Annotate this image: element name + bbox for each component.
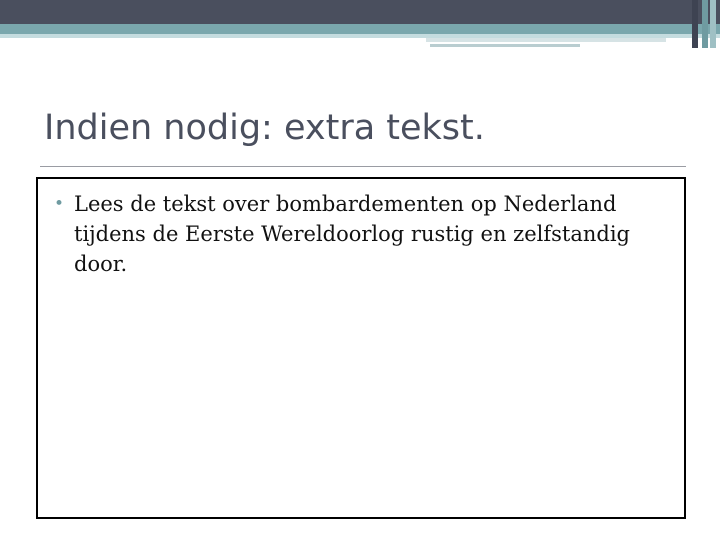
accent-bar (702, 0, 708, 48)
header-decoration (0, 0, 720, 48)
bullet-text: Lees de tekst over bombardementen op Nederland tijdens de Eerste Wereldoorlog rustig en zelfstandig door. (74, 192, 630, 276)
bullet-list (38, 179, 684, 279)
content-box (36, 177, 686, 519)
accent-bar (692, 0, 698, 48)
header-teal-bar (0, 24, 720, 34)
bullet-icon: • (54, 194, 65, 214)
header-dark-bar (0, 0, 720, 24)
header-stripe (430, 44, 580, 47)
slide-title: Indien nodig: extra tekst. (44, 108, 485, 148)
header-stripe (426, 38, 666, 42)
accent-bar (710, 0, 716, 48)
header-right-accent (668, 0, 720, 48)
bullet-item (54, 189, 670, 279)
title-divider (40, 166, 686, 167)
